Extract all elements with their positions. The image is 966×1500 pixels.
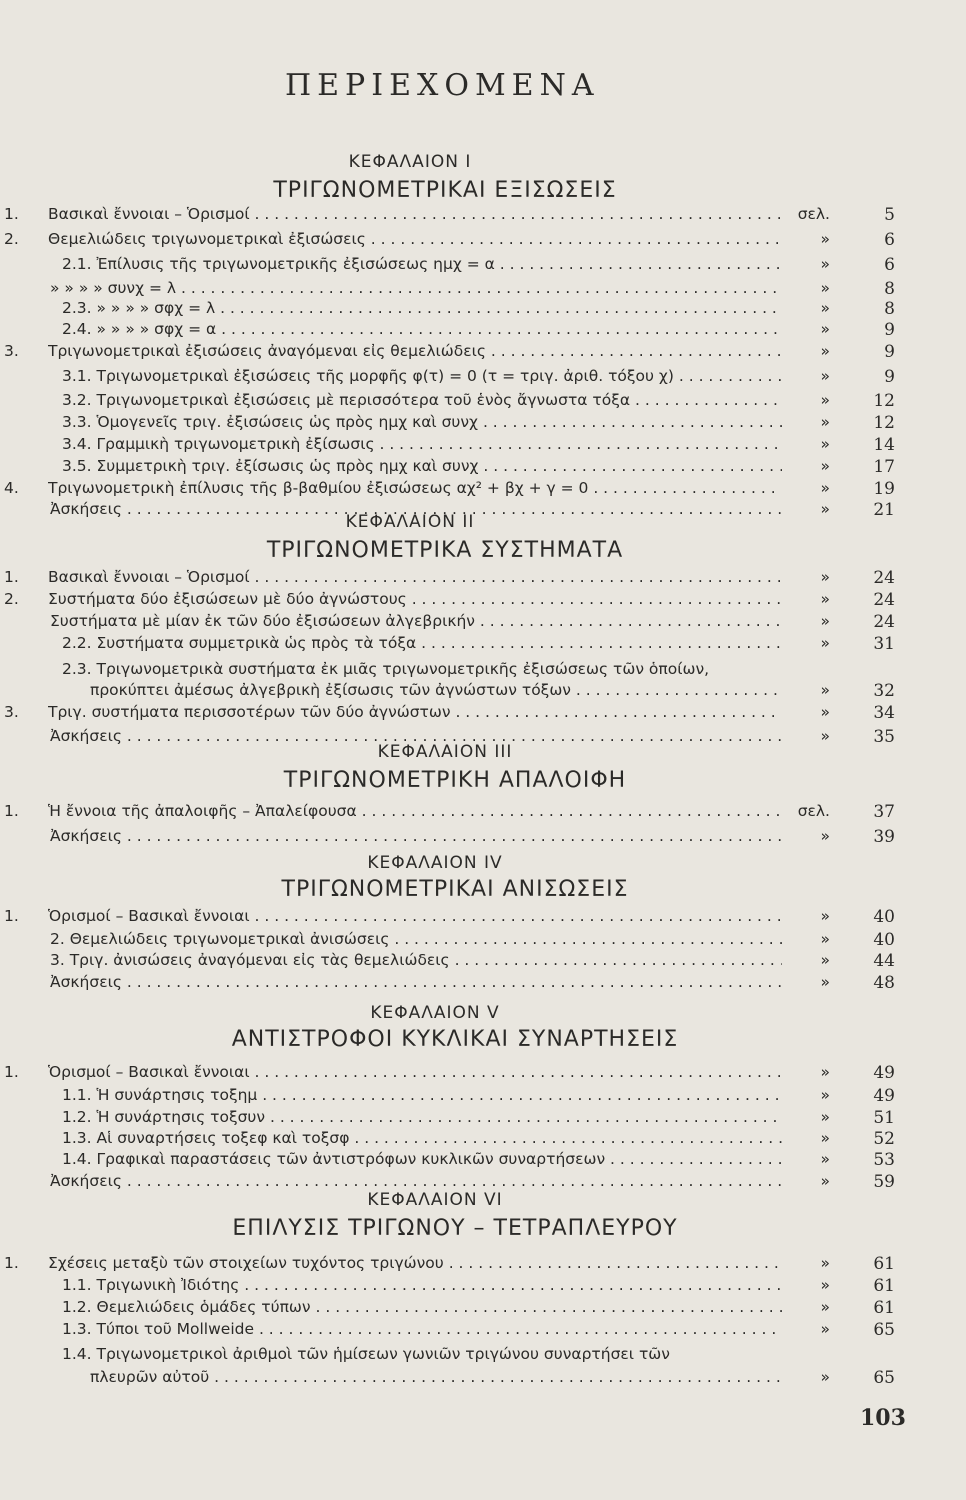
entry-title: Συστήματα δύο ἐξισώσεων μὲ δύο ἀγνώστους . . . bbox=[48, 590, 782, 608]
entry-page-number: 65 bbox=[873, 1368, 895, 1388]
page-reference-marker: » bbox=[820, 1108, 830, 1126]
entry-title: 1.2. Θεμελιώδεις ὁμάδες τύπων . . . bbox=[62, 1298, 782, 1316]
page-reference-marker: » bbox=[820, 413, 830, 431]
entry-page-number: 44 bbox=[873, 951, 895, 971]
entry-title: Τριγ. συστήματα περισσοτέρων τῶν δύο ἀγνώστων . . . bbox=[48, 703, 782, 721]
chapter-title: ΤΡΙΓΩΝΟΜΕΤΡΙΚΑΙ ΕΞΙΣΩΣΕΙΣ bbox=[273, 178, 617, 203]
entry-number: 2. bbox=[4, 230, 19, 248]
page-reference-marker: » bbox=[820, 1172, 830, 1190]
toc-entry[interactable] bbox=[0, 634, 966, 658]
toc-entry[interactable] bbox=[0, 1086, 966, 1110]
entry-page-number: 9 bbox=[884, 320, 895, 340]
entry-title: 3.3. Ὁμογενεῖς τριγ. ἐξισώσεις ὡς πρὸς ημχ καὶ συνχ . . . bbox=[62, 413, 782, 431]
page-reference-marker: » bbox=[820, 1276, 830, 1294]
entry-title: προκύπτει ἀμέσως ἀλγεβρικὴ ἐξίσωσις τῶν ἀγνώστων τόξων . . . bbox=[90, 681, 782, 699]
entry-page-number: 35 bbox=[873, 727, 895, 747]
entry-number: 2. bbox=[4, 590, 19, 608]
toc-entry[interactable] bbox=[0, 827, 966, 851]
entry-number: 1. bbox=[4, 205, 19, 223]
entry-title: 1.1. Ἡ συνάρτησις τοξημ . . . bbox=[62, 1086, 782, 1104]
entry-page-number: 14 bbox=[873, 435, 895, 455]
entry-number: 1. bbox=[4, 907, 19, 925]
page-reference-marker: » bbox=[820, 479, 830, 497]
entry-title: 2.3. » » » » σφχ = λ . . . bbox=[62, 299, 782, 317]
toc-entry[interactable] bbox=[0, 457, 966, 481]
entry-page-number: 6 bbox=[884, 255, 895, 275]
entry-page-number: 40 bbox=[873, 930, 895, 950]
chapter-title: ΤΡΙΓΩΝΟΜΕΤΡΙΚΑΙ ΑΝΙΣΩΣΕΙΣ bbox=[281, 877, 629, 902]
page-reference-marker: » bbox=[820, 1150, 830, 1168]
page-reference-marker: » bbox=[820, 612, 830, 630]
entry-title: Ἀσκήσεις . . . bbox=[50, 727, 782, 745]
entry-title: πλευρῶν αὐτοῦ . . . bbox=[90, 1368, 782, 1386]
entry-page-number: 49 bbox=[873, 1086, 895, 1106]
entry-number: 3. bbox=[4, 342, 19, 360]
page-reference-marker: » bbox=[820, 435, 830, 453]
page-reference-marker: » bbox=[820, 299, 830, 317]
toc-entry[interactable] bbox=[0, 681, 966, 705]
entry-title: 3.5. Συμμετρικὴ τριγ. ἐξίσωσις ὡς πρὸς ημχ καὶ συνχ . . . bbox=[62, 457, 782, 475]
toc-entry[interactable] bbox=[0, 1276, 966, 1300]
entry-page-number: 12 bbox=[873, 391, 895, 411]
page-reference-marker: » bbox=[820, 320, 830, 338]
toc-entry[interactable] bbox=[0, 342, 966, 366]
entry-title: 3.2. Τριγωνομετρικαὶ ἐξισώσεις μὲ περισσότερα τοῦ ἑνὸς ἄγνωστα τόξα . . . bbox=[62, 391, 782, 409]
entry-title: Ἀσκήσεις . . . bbox=[50, 973, 782, 991]
entry-page-number: 49 bbox=[873, 1063, 895, 1083]
page-reference-marker: » bbox=[820, 1320, 830, 1338]
toc-entry[interactable] bbox=[0, 413, 966, 437]
chapter-label: ΚΕΦΑΛΑΙΟΝ IV bbox=[367, 853, 503, 873]
chapter-label: ΚΕΦΑΛΑΙΟΝ ΙΙΙ bbox=[377, 742, 513, 762]
toc-entry[interactable] bbox=[0, 1150, 966, 1174]
toc-entry[interactable] bbox=[0, 951, 966, 975]
entry-title: 1.3. Αἱ συναρτήσεις τοξεφ καὶ τοξσφ . . . bbox=[62, 1129, 782, 1147]
page-reference-marker: » bbox=[820, 951, 830, 969]
toc-entry[interactable] bbox=[0, 1254, 966, 1278]
entry-title: 2.1. Ἐπίλυσις τῆς τριγωνομετρικῆς ἐξισώσεως ημχ = α . . . bbox=[62, 255, 782, 273]
entry-page-number: 8 bbox=[884, 299, 895, 319]
entry-title: Ἀσκήσεις . . . bbox=[50, 1172, 782, 1190]
toc-entry[interactable] bbox=[0, 907, 966, 931]
page-reference-marker: » bbox=[820, 727, 830, 745]
entry-title: 1.4. Γραφικαὶ παραστάσεις τῶν ἀντιστρόφων κυκλικῶν συναρτήσεων . . . bbox=[62, 1150, 782, 1168]
entry-page-number: 32 bbox=[873, 681, 895, 701]
page-reference-marker: » bbox=[820, 1298, 830, 1316]
page-reference-marker: » bbox=[820, 827, 830, 845]
entry-page-number: 21 bbox=[873, 500, 895, 520]
toc-entry[interactable] bbox=[0, 230, 966, 254]
chapter-title: ΑΝΤΙΣΤΡΟΦΟΙ ΚΥΚΛΙΚΑΙ ΣΥΝΑΡΤΗΣΕΙΣ bbox=[231, 1027, 679, 1052]
toc-entry[interactable] bbox=[0, 205, 966, 229]
chapter-label: ΚΕΦΑΛΑΙΟΝ Ι bbox=[348, 152, 472, 172]
chapter-label: ΚΕΦΑΛΑΙΟΝ ΙΙ bbox=[345, 512, 475, 532]
page-reference-marker: σελ. bbox=[797, 205, 830, 223]
page-reference-marker: » bbox=[820, 1086, 830, 1104]
entry-number: 1. bbox=[4, 568, 19, 586]
toc-entry[interactable] bbox=[0, 391, 966, 415]
page-reference-marker: » bbox=[820, 568, 830, 586]
entry-page-number: 59 bbox=[873, 1172, 895, 1192]
chapter-label: ΚΕΦΑΛΑΙΟΝ VI bbox=[367, 1190, 503, 1210]
toc-entry[interactable] bbox=[0, 255, 966, 279]
entry-title: Συστήματα μὲ μίαν ἐκ τῶν δύο ἐξισώσεων ἀλγεβρικήν . . . bbox=[50, 612, 782, 630]
page-reference-marker: » bbox=[820, 230, 830, 248]
entry-number: 1. bbox=[4, 1254, 19, 1272]
toc-entry[interactable] bbox=[0, 320, 966, 344]
page-reference-marker: » bbox=[820, 279, 830, 297]
page-reference-marker: » bbox=[820, 930, 830, 948]
toc-entry[interactable] bbox=[0, 973, 966, 997]
toc-entry[interactable] bbox=[0, 1345, 966, 1369]
entry-page-number: 12 bbox=[873, 413, 895, 433]
entry-page-number: 24 bbox=[873, 568, 895, 588]
page-title: ΠΕΡΙΕΧΟΜΕΝΑ bbox=[285, 68, 600, 103]
toc-entry[interactable] bbox=[0, 1063, 966, 1087]
entry-number: 4. bbox=[4, 479, 19, 497]
entry-page-number: 8 bbox=[884, 279, 895, 299]
page-reference-marker: » bbox=[820, 590, 830, 608]
page-reference-marker: » bbox=[820, 681, 830, 699]
page-reference-marker: » bbox=[820, 457, 830, 475]
entry-title: 1.1. Τριγωνικὴ Ἰδιότης . . . bbox=[62, 1276, 782, 1294]
page-reference-marker: » bbox=[820, 391, 830, 409]
entry-number: 3. bbox=[4, 703, 19, 721]
entry-title: Τριγωνομετρικαὶ ἐξισώσεις ἀναγόμεναι εἰς θεμελιώδεις . . . bbox=[48, 342, 782, 360]
entry-page-number: 9 bbox=[884, 367, 895, 387]
entry-page-number: 48 bbox=[873, 973, 895, 993]
entry-page-number: 34 bbox=[873, 703, 895, 723]
entry-title: 2.4. » » » » σφχ = α . . . bbox=[62, 320, 782, 338]
entry-title: 1.3. Τύποι τοῦ Mollweide . . . bbox=[62, 1320, 782, 1338]
page-reference-marker: » bbox=[820, 500, 830, 518]
entry-title: Θεμελιώδεις τριγωνομετρικαὶ ἐξισώσεις . . . bbox=[48, 230, 782, 248]
page-reference-marker: » bbox=[820, 1254, 830, 1272]
entry-title: Ὁρισμοί – Βασικαὶ ἔννοιαι . . . bbox=[48, 1063, 782, 1081]
entry-page-number: 24 bbox=[873, 590, 895, 610]
toc-entry[interactable] bbox=[0, 435, 966, 459]
toc-entry[interactable] bbox=[0, 703, 966, 727]
page-reference-marker: » bbox=[820, 367, 830, 385]
page-reference-marker: σελ. bbox=[797, 802, 830, 820]
entry-title: Ὁρισμοί – Βασικαὶ ἔννοιαι . . . bbox=[48, 907, 782, 925]
entry-page-number: 61 bbox=[873, 1254, 895, 1274]
page-reference-marker: » bbox=[820, 907, 830, 925]
chapter-title: ΤΡΙΓΩΝΟΜΕΤΡΙΚΑ ΣΥΣΤΗΜΑΤΑ bbox=[266, 538, 624, 563]
entry-title: Τριγωνομετρικὴ ἐπίλυσις τῆς β-βαθμίου ἐξισώσεως αχ² + βχ + γ = 0 . . . bbox=[48, 479, 782, 497]
entry-page-number: 37 bbox=[873, 802, 895, 822]
entry-page-number: 53 bbox=[873, 1150, 895, 1170]
toc-entry[interactable] bbox=[0, 802, 966, 826]
page-number: 103 bbox=[860, 1405, 906, 1431]
toc-entry[interactable] bbox=[0, 367, 966, 391]
entry-page-number: 6 bbox=[884, 230, 895, 250]
entry-page-number: 52 bbox=[873, 1129, 895, 1149]
entry-title: 3. Τριγ. ἀνισώσεις ἀναγόμεναι εἰς τὰς θεμελιώδεις . . . bbox=[50, 951, 782, 969]
entry-page-number: 17 bbox=[873, 457, 895, 477]
entry-page-number: 9 bbox=[884, 342, 895, 362]
toc-entry[interactable] bbox=[0, 590, 966, 614]
entry-title: Ἡ ἔννοια τῆς ἀπαλοιφῆς – Ἀπαλείφουσα . . . bbox=[48, 802, 782, 820]
chapter-label: ΚΕΦΑΛΑΙΟΝ V bbox=[370, 1003, 500, 1023]
page-reference-marker: » bbox=[820, 1129, 830, 1147]
entry-page-number: 39 bbox=[873, 827, 895, 847]
page-reference-marker: » bbox=[820, 634, 830, 652]
entry-page-number: 61 bbox=[873, 1276, 895, 1296]
entry-title: 3.4. Γραμμικὴ τριγωνομετρικὴ ἐξίσωσις . . . bbox=[62, 435, 782, 453]
entry-page-number: 24 bbox=[873, 612, 895, 632]
toc-entry[interactable] bbox=[0, 1298, 966, 1322]
entry-title: 1.2. Ἡ συνάρτησις τοξσυν . . . bbox=[62, 1108, 782, 1126]
entry-title: 2.3. Τριγωνομετρικὰ συστήματα ἐκ μιᾶς τριγωνομετρικῆς ἐξισώσεως τῶν ὁποίων, bbox=[62, 660, 710, 678]
toc-entry[interactable] bbox=[0, 1368, 966, 1392]
entry-number: 1. bbox=[4, 1063, 19, 1081]
entry-title: Βασικαὶ ἔννοιαι – Ὁρισμοί . . . bbox=[48, 568, 782, 586]
entry-title: 1.4. Τριγωνομετρικοὶ ἀριθμοὶ τῶν ἡμίσεων γωνιῶν τριγώνου συναρτήσει τῶν bbox=[62, 1345, 670, 1363]
page-reference-marker: » bbox=[820, 1368, 830, 1386]
entry-page-number: 51 bbox=[873, 1108, 895, 1128]
entry-number: 1. bbox=[4, 802, 19, 820]
chapter-title: ΕΠΙΛΥΣΙΣ ΤΡΙΓΩΝΟΥ – ΤΕΤΡΑΠΛΕΥΡΟΥ bbox=[232, 1216, 678, 1241]
entry-page-number: 19 bbox=[873, 479, 895, 499]
page-reference-marker: » bbox=[820, 973, 830, 991]
entry-title: Ἀσκήσεις . . . bbox=[50, 827, 782, 845]
page-reference-marker: » bbox=[820, 342, 830, 360]
entry-title: Ἀσκήσεις . . . bbox=[50, 500, 782, 518]
page-reference-marker: » bbox=[820, 1063, 830, 1081]
page-reference-marker: » bbox=[820, 703, 830, 721]
toc-entry[interactable] bbox=[0, 1320, 966, 1344]
entry-page-number: 31 bbox=[873, 634, 895, 654]
toc-entry[interactable] bbox=[0, 568, 966, 592]
entry-page-number: 40 bbox=[873, 907, 895, 927]
entry-title: 3.1. Τριγωνομετρικαὶ ἐξισώσεις τῆς μορφῆς φ(τ) = 0 (τ = τριγ. ἀριθ. τόξου χ) . . . bbox=[62, 367, 782, 385]
page-reference-marker: » bbox=[820, 255, 830, 273]
entry-title: 2.2. Συστήματα συμμετρικὰ ὡς πρὸς τὰ τόξα . . . bbox=[62, 634, 782, 652]
entry-title: Σχέσεις μεταξὺ τῶν στοιχείων τυχόντος τριγώνου . . . bbox=[48, 1254, 782, 1272]
toc-entry[interactable] bbox=[0, 612, 966, 636]
entry-page-number: 61 bbox=[873, 1298, 895, 1318]
entry-page-number: 65 bbox=[873, 1320, 895, 1340]
entry-title: » » » » συνχ = λ . . . bbox=[50, 279, 782, 297]
chapter-title: ΤΡΙΓΩΝΟΜΕΤΡΙΚΗ ΑΠΑΛΟΙΦΗ bbox=[283, 768, 627, 793]
entry-title: Βασικαὶ ἔννοιαι – Ὁρισμοί . . . bbox=[48, 205, 782, 223]
entry-page-number: 5 bbox=[884, 205, 895, 225]
entry-title: 2. Θεμελιώδεις τριγωνομετρικαὶ ἀνισώσεις . . . bbox=[50, 930, 782, 948]
